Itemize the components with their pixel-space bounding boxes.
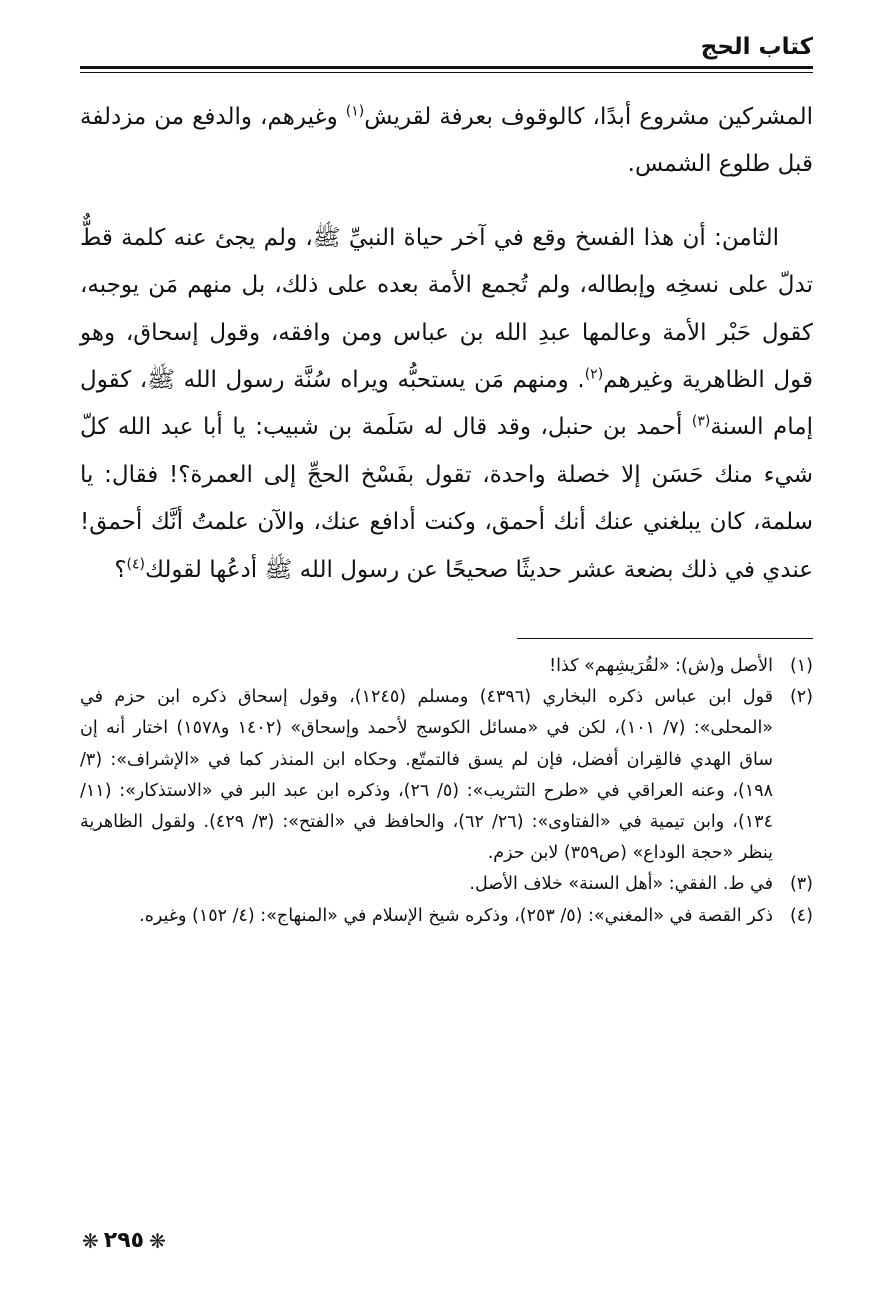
footnote-ref-2: (٢) [584, 366, 604, 383]
chapter-title: كتاب الحج [700, 34, 813, 60]
main-text [80, 94, 813, 594]
footnote-ref-1: (١) [345, 103, 365, 120]
footnote-4 [80, 901, 813, 932]
footnote-text: ذكر القصة في «المغني»: (٥/ ٢٥٣)، وذكره شيخ الإسلام في «المنهاج»: (٤/ ١٥٢) وغيره. [139, 905, 773, 926]
page-number [82, 1226, 166, 1256]
star-ornament-icon: ❋ [149, 1229, 166, 1253]
footnote-3 [80, 869, 813, 900]
footnote-separator [517, 638, 813, 639]
footnote-ref-4: (٤) [126, 556, 145, 572]
footnote-number: (٢) [789, 687, 813, 708]
running-header [80, 28, 813, 70]
footnote-1 [80, 651, 813, 682]
paragraph-1-text: المشركين مشروع أبدًا، كالوقوف بعرفة لقريش [364, 104, 813, 130]
footnote-ref-3: (٣) [691, 413, 711, 430]
paragraph-2-part-a: الثامن: أن هذا الفسخ وقع في آخر حياة النبيِّ ﷺ، ولم يجئ عنه كلمة قطٌّ تدلّ على نسخِه وإبطاله، ولم تُجمع الأمة بعده على ذلك، بل منهم مَن يوجبه، كقول حَبْر الأمة وعالمها عبدِ الله بن عباس ومن وافقه، وقول إسحاق، وهو قول الظاهرية وغيرهم [80, 224, 813, 394]
footnotes [80, 651, 813, 932]
footnote-number: (٤) [789, 905, 813, 926]
footnote-text: الأصل و(ش): «لقُرَيشِهم» كذا! [549, 656, 773, 677]
star-ornament-icon: ❋ [82, 1229, 99, 1253]
header-rule-thick [80, 66, 813, 69]
footnote-number: (١) [789, 656, 813, 677]
paragraph-1-end: وغيرهم، والدفع من مزدلفة قبل طلوع الشمس. [80, 104, 813, 178]
paragraph-2-part-b: . ومنهم مَن يستحبُّه ويراه سُنَّة رسول الله ﷺ، كقول إمام السنة [80, 367, 813, 441]
paragraph-1 [80, 94, 813, 189]
footnote-number: (٣) [789, 874, 813, 895]
paragraph-2 [80, 215, 813, 594]
header-rule-thin [80, 72, 813, 73]
footnote-text: في ط. الفقي: «أهل السنة» خلاف الأصل. [469, 874, 773, 895]
footnote-text: قول ابن عباس ذكره البخاري (٤٣٩٦) ومسلم (١٢٤٥)، وقول إسحاق ذكره ابن حزم في «المحلى»: (٧/ ١٠١)، لكن في «مسائل الكوسج لأحمد وإسحاق» (١٤٠٢ و١٥٧٨) اختار أنه إن ساق الهدي فالقِران أفضل، فإن لم يسق فالتمتّع. وحكاه ابن المنذر كما في «الإشراف»: (٣/ ١٩٨)، وعنه العراقي في «طرح التثريب»: (٥/ ٢٦)، وذكره ابن عبد البر في «الاستذكار»: (١١/ ١٣٤)، وابن تيمية في «الفتاوى»: (٢٦/ ٦٢)، والحافظ في «الفتح»: (٣/ ٤٢٩). ولقول الظاهرية ينظر «حجة الوداع» (ص٣٥٩) لابن حزم. [80, 687, 774, 864]
paragraph-2-part-c: أحمد بن حنبل، وقد قال له سَلَمة بن شبيب: يا أبا عبد الله كلّ شيء منك حَسَن إلا خصلة واحدة، تقول بفَسْخ الحجِّ إلى العمرة؟! فقال: يا سلمة، كان يبلغني عنك أنك أحمق، وكنت أدافع عنك، والآن علمتُ أنَّك أحمق! عندي في ذلك بضعة عشر حديثًا صحيحًا عن رسول الله ﷺ أدعُها لقولك [80, 414, 813, 583]
paragraph-2-end: ؟ [114, 556, 127, 583]
footnote-2 [80, 682, 813, 869]
book-page [80, 28, 813, 932]
page-number-text: ٢٩٥ [103, 1228, 145, 1253]
